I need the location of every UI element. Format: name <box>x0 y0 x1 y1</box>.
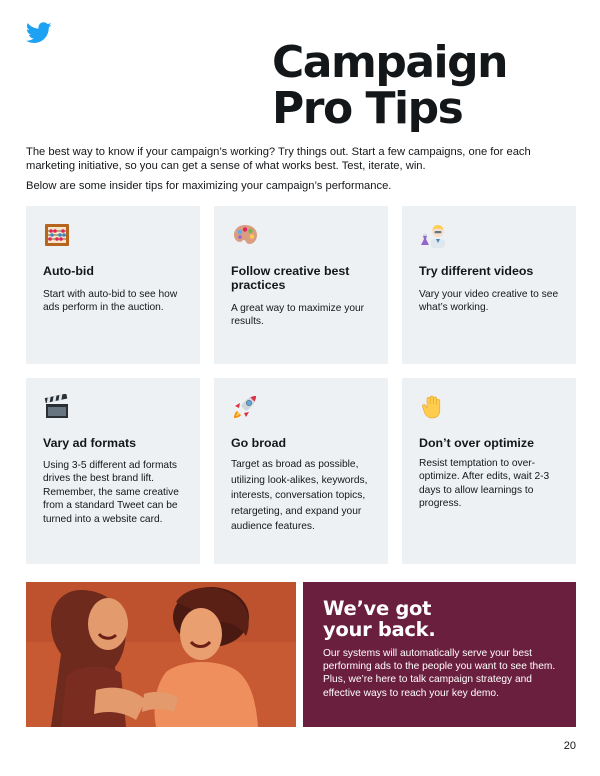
tip-card-different-videos <box>402 206 576 364</box>
tip-title: Go broad <box>231 436 287 450</box>
tip-card-auto-bid <box>26 206 200 364</box>
tip-title: Vary ad formats <box>43 436 136 450</box>
tip-body: A great way to maximize your results. <box>231 303 365 328</box>
tip-body: Start with auto-bid to see how ads perform in the auction. <box>43 289 178 314</box>
title-line-2: Pro Tips <box>272 83 463 134</box>
intro-tips-lead: Below are some insider tips for maximizing your campaign’s performance. <box>26 180 392 192</box>
tip-body: Vary your video creative to see what’s working. <box>419 289 559 314</box>
promo-heading-line-2: your back. <box>323 618 436 641</box>
title-line-1: Campaign <box>272 37 507 88</box>
abacus-icon <box>44 222 70 248</box>
tip-body: Target as broad as possible, utilizing look-alikes, keywords, interests, conversation topics, retargeting, and expand your audience features. <box>231 459 368 533</box>
tip-card-dont-over-optimize <box>402 378 576 564</box>
page-number: 20 <box>563 740 576 752</box>
photo-illustration <box>26 582 296 727</box>
raised-hand-icon <box>420 394 446 420</box>
tip-body: Using 3-5 different ad formats drives the best brand lift. Remember, the same creative from a standard Tweet can be turned into a website card. <box>43 460 179 525</box>
clapper-board-icon <box>44 394 70 420</box>
tip-card-creative-best-practices <box>214 206 388 364</box>
palette-icon <box>232 222 258 248</box>
promo-heading-line-1: We’ve got <box>323 597 432 620</box>
page-title <box>272 37 507 134</box>
two-women-laughing-photo <box>26 582 296 727</box>
promo-heading <box>323 598 435 640</box>
promo-panel <box>303 582 576 727</box>
tip-title: Don’t over optimize <box>419 436 534 450</box>
tip-title: Follow creative best practices <box>231 264 350 292</box>
tip-title: Try different videos <box>419 264 534 278</box>
tip-card-vary-ad-formats <box>26 378 200 564</box>
tip-body: Resist temptation to over-optimize. After edits, wait 2-3 days to allow learnings to progress. <box>419 458 550 510</box>
tip-title: Auto-bid <box>43 264 94 278</box>
promo-body: Our systems will automatically serve your best performing ads to the people you want to see them. Plus, we’re here to talk campaign strategy and effective ways to reach your key demo. <box>323 648 556 699</box>
tip-card-go-broad <box>214 378 388 564</box>
scientist-icon <box>420 222 446 248</box>
rocket-icon <box>232 394 258 420</box>
intro-paragraph: The best way to know if your campaign’s working? Try things out. Start a few campaigns, one for each marketing initiative, so you can get a sense of what works best. Test, iterate, win. <box>26 146 531 172</box>
twitter-bird-logo <box>26 22 52 44</box>
